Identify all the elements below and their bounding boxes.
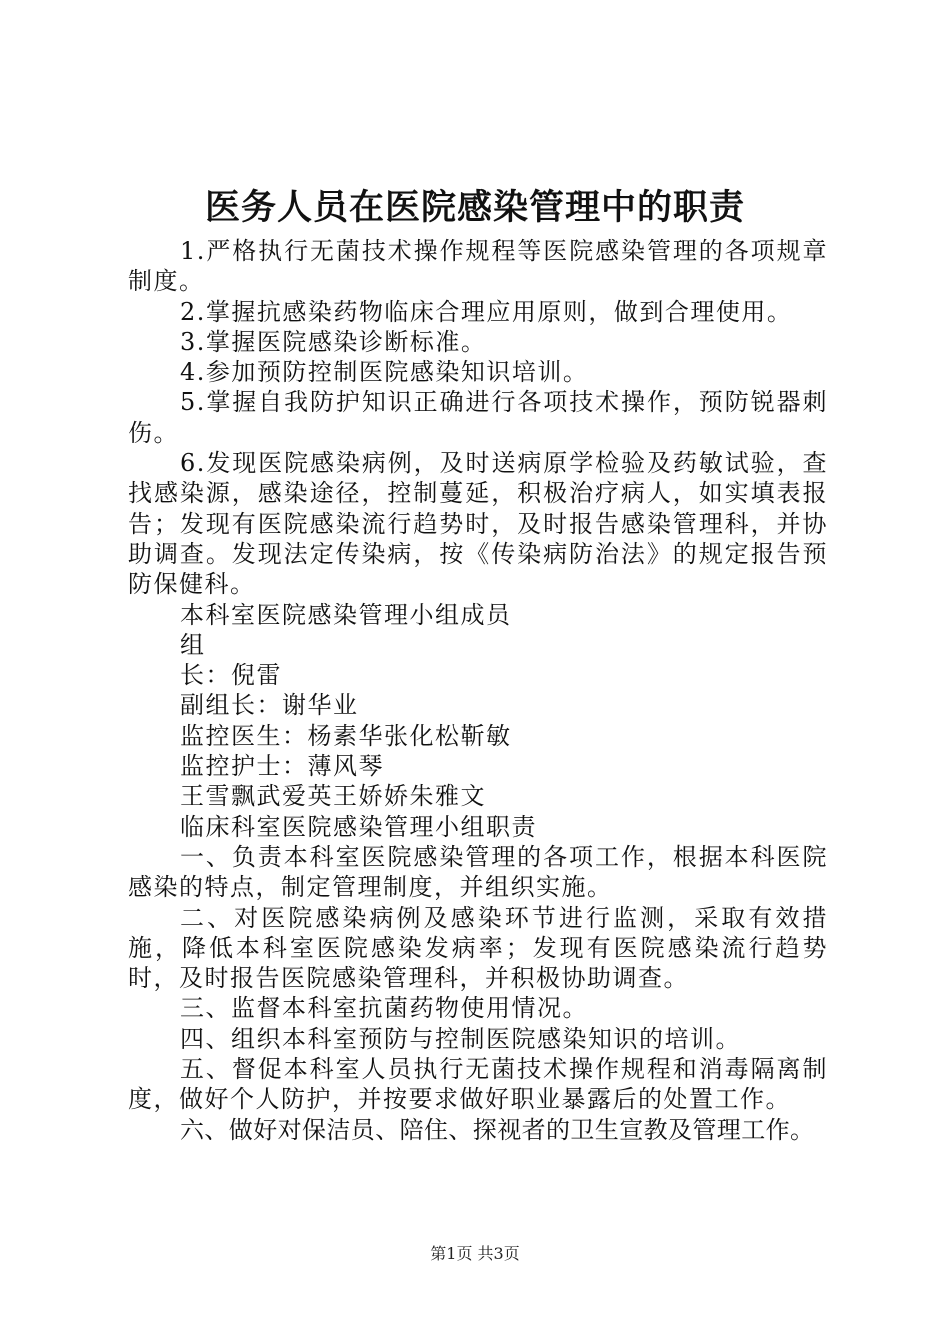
paragraph-deputy-leader: 副组长：谢华业 [180,691,359,720]
paragraph-duty-4: 4.参加预防控制医院感染知识培训。 [180,358,589,387]
paragraph-group-duties-heading: 临床科室医院感染管理小组职责 [180,812,537,841]
paragraph-group-duty-5: 五、督促本科室人员执行无菌技术操作规程和消毒隔离制度，做好个人防护，并按要求做好职业暴露后的处置工作。 [128,1055,828,1114]
document-title: 医务人员在医院感染管理中的职责 [204,187,745,228]
paragraph-monitoring-doctors: 监控医生：杨素华张化松靳敏 [180,721,512,750]
paragraph-group-duty-2: 二、对医院感染病例及感染环节进行监测，采取有效措施，降低本科室医院感染发病率；发现有医院感染流行趋势时，及时报告医院感染管理科，并积极协助调查。 [128,903,828,993]
paragraph-group-duty-6: 六、做好对保洁员、陪住、探视者的卫生宣教及管理工作。 [180,1115,815,1144]
paragraph-monitoring-nurse: 监控护士：薄风琴 [180,752,384,781]
paragraph-duty-5: 5.掌握自我防护知识正确进行各项技术操作，预防锐器刺伤。 [128,388,828,447]
paragraph-group-label: 组 [180,630,206,659]
page-footer: 第1页 共3页 [430,1244,520,1263]
paragraph-duty-6: 6.发现医院感染病例，及时送病原学检验及药敏试验，查找感染源，感染途径，控制蔓延，积极治疗病人，如实填表报告；发现有医院感染流行趋势时，及时报告感染管理科，并协助调查。发现法定传染病，按《传染病防治法》的规定报告预防保健科。 [128,449,828,599]
paragraph-duty-3: 3.掌握医院感染诊断标准。 [180,327,487,356]
paragraph-group-duty-3: 三、监督本科室抗菌药物使用情况。 [180,994,588,1023]
paragraph-group-duty-4: 四、组织本科室预防与控制医院感染知识的培训。 [180,1024,741,1053]
document-body [128,236,828,1145]
paragraph-duty-2: 2.掌握抗感染药物临床合理应用原则，做到合理使用。 [180,297,793,326]
paragraph-other-members: 王雪飘武爱英王娇娇朱雅文 [180,782,486,811]
paragraph-group-members-heading: 本科室医院感染管理小组成员 [180,600,512,629]
paragraph-duty-1: 1.严格执行无菌技术操作规程等医院感染管理的各项规章制度。 [128,237,828,296]
paragraph-group-duty-1: 一、负责本科室医院感染管理的各项工作，根据本科医院感染的特点，制定管理制度，并组织实施。 [128,842,828,902]
paragraph-group-leader: 长：倪雷 [180,661,282,690]
